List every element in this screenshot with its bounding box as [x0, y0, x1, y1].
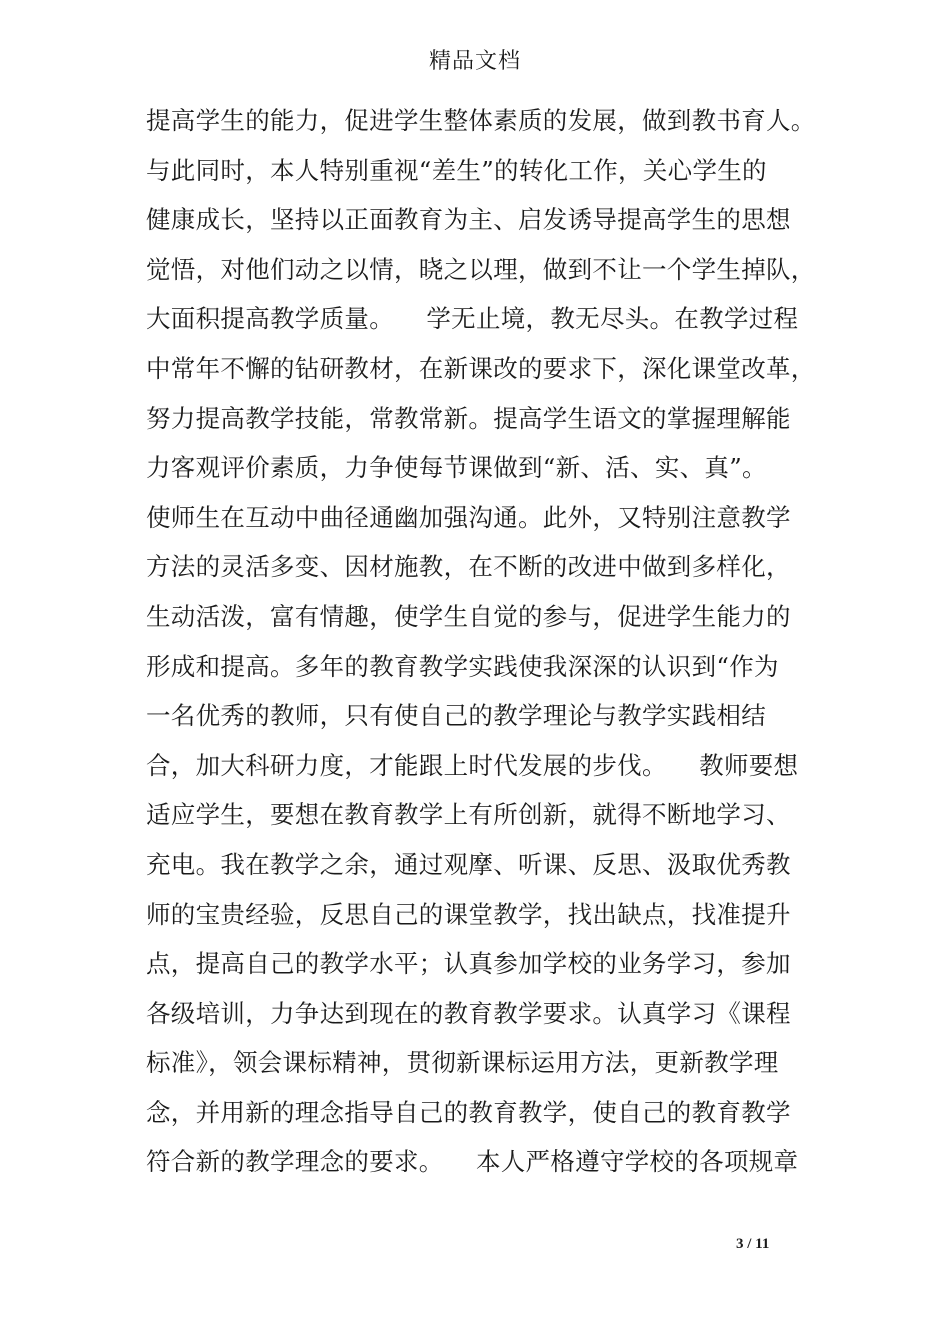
body-line: 力客观评价素质，力争使每节课做到“新、活、实、真”。 — [146, 453, 767, 483]
body-line: 充电。我在教学之余，通过观摩、听课、反思、汲取优秀教 — [146, 849, 791, 879]
body-line: 符合新的教学理念的要求。 本人严格遵守学校的各项规章 — [146, 1147, 799, 1177]
body-line: 努力提高教学技能，常教常新。提高学生语文的掌握理解能 — [146, 403, 791, 433]
body-line: 念，并用新的理念指导自己的教育教学，使自己的教育教学 — [146, 1097, 791, 1127]
body-line: 适应学生，要想在教育教学上有所创新，就得不断地学习、 — [146, 800, 791, 830]
body-line: 标准》，领会课标精神，贯彻新课标运用方法，更新教学理 — [146, 1048, 779, 1078]
body-line: 与此同时，本人特别重视“差生”的转化工作，关心学生的 — [146, 155, 767, 185]
body-line: 大面积提高教学质量。 学无止境，教无尽头。在教学过程 — [146, 304, 799, 334]
body-line: 方法的灵活多变、因材施教，在不断的改进中做到多样化， — [146, 552, 791, 582]
document-body — [146, 96, 826, 1187]
body-line: 师的宝贵经验，反思自己的课堂教学，找出缺点，找准提升 — [146, 899, 791, 929]
body-line: 合，加大科研力度，才能跟上时代发展的步伐。 教师要想 — [146, 750, 799, 780]
body-line: 提高学生的能力，促进学生整体素质的发展，做到教书育人。 — [146, 106, 816, 135]
body-line: 健康成长，坚持以正面教育为主、启发诱导提高学生的思想 — [146, 205, 791, 235]
body-line: 形成和提高。多年的教育教学实践使我深深的认识到“作为 — [146, 651, 779, 681]
body-line: 中常年不懈的钻研教材，在新课改的要求下，深化课堂改革， — [146, 353, 816, 383]
page-header-title: 精品文档 — [428, 49, 521, 74]
page-number: 3 / 11 — [736, 1236, 770, 1252]
body-line: 各级培训，力争达到现在的教育教学要求。认真学习《课程 — [146, 998, 791, 1028]
body-line: 觉悟，对他们动之以情，晓之以理，做到不让一个学生掉队， — [146, 254, 816, 284]
body-line: 使师生在互动中曲径通幽加强沟通。此外，又特别注意教学 — [146, 502, 791, 532]
body-line: 点，提高自己的教学水平；认真参加学校的业务学习，参加 — [146, 949, 791, 979]
body-line: 一名优秀的教师，只有使自己的教学理论与教学实践相结 — [146, 701, 766, 731]
body-line: 生动活泼，富有情趣，使学生自觉的参与，促进学生能力的 — [146, 601, 791, 631]
